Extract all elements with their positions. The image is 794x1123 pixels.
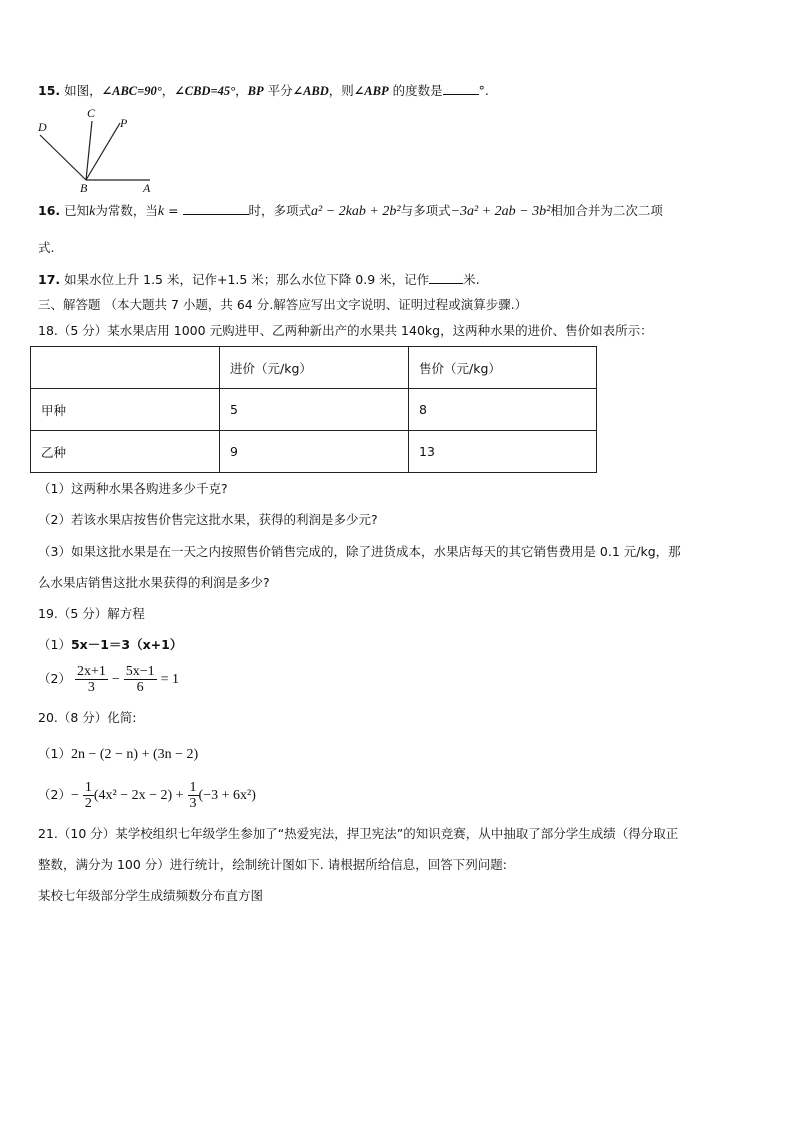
fraction-numerator: 2x+1 — [76, 664, 106, 679]
q15-angle-cbd: ∠CBD=45° — [174, 84, 236, 98]
table-row — [31, 389, 597, 431]
fraction-denominator: 3 — [87, 680, 95, 695]
q15-answer-blank[interactable] — [443, 82, 479, 95]
q19-sub2-label: （2） — [38, 671, 71, 686]
fraction — [83, 780, 94, 811]
q21-stem-line2: 整数，满分为 100 分）进行统计，绘制统计图如下. 请根据所给信息，回答下列问题: — [38, 857, 507, 872]
q20-sub2-label: （2） — [38, 787, 71, 802]
q20-sub1 — [38, 745, 198, 764]
q19-sub2 — [38, 662, 179, 697]
q21-stem-line1: 21.（10 分）某学校组织七年级学生参加了“热爱宪法，捍卫宪法”的知识竞赛，从中抽取了部分学生成绩（得分取正 — [38, 826, 679, 841]
q16-k2: k — [157, 204, 165, 219]
q18-price-table — [30, 346, 597, 473]
q19-sub1-equation: 5x－1＝3（x+1） — [70, 637, 183, 652]
table-header-cell: 进价（元/kg） — [220, 347, 409, 389]
q16-k1: k — [89, 204, 96, 219]
table-cell: 5 — [220, 389, 409, 431]
q15-angle-figure — [30, 103, 160, 193]
q18-sub3-line1: （3）如果这批水果是在一天之内按照售价销售完成的，除了进货成本，水果店每天的其它销售费用是 0.1 元/kg，那 — [38, 544, 681, 559]
table-cell: 乙种 — [31, 431, 220, 473]
q19-sub1-label: （1） — [38, 637, 71, 652]
q20-sub1-label: （1） — [38, 746, 71, 761]
fraction-denominator: 3 — [189, 796, 197, 811]
table-cell: 9 — [220, 431, 409, 473]
q18-sub3-line2: 么水果店销售这批水果获得的利润是多少? — [38, 575, 270, 590]
table-header-cell: 售价（元/kg） — [409, 347, 597, 389]
label-c: C — [87, 106, 96, 120]
minus-sign: − — [70, 788, 79, 803]
q15-angle-abp: ∠ABP — [353, 84, 389, 98]
q16-t1: 已知 — [64, 203, 90, 218]
q20-sub1-expression: 2n − (2 − n) + (3n − 2) — [70, 747, 199, 762]
q16-t4: 与多项式 — [400, 203, 451, 218]
label-b: B — [80, 181, 88, 193]
q16-line2: 式. — [38, 240, 55, 255]
fraction-denominator: 6 — [136, 680, 144, 695]
q15-sep3: ，则 — [328, 83, 354, 98]
q15-line — [38, 82, 489, 100]
q15-sep2: ， — [235, 83, 248, 98]
q17-text1: 如果水位上升 1.5 米，记作+1.5 米；那么水位下降 0.9 米，记作 — [64, 272, 430, 287]
q15-mid: 平分 — [267, 83, 293, 98]
fraction — [75, 664, 108, 695]
equation-rhs: = 1 — [160, 672, 180, 687]
q21-chart-caption: 某校七年级部分学生成绩频数分布直方图 — [38, 888, 264, 903]
label-p: P — [120, 116, 128, 130]
q15-post: 的度数是 — [392, 83, 443, 98]
q20-sub2-part2: (−3 + 6x²) — [198, 788, 256, 803]
q16-eq: = — [164, 203, 183, 218]
label-d: D — [38, 120, 47, 134]
q17-number: 17. — [38, 272, 61, 287]
q15-angle-abd: ∠ABD — [292, 84, 329, 98]
q18-sub2: （2）若该水果店按售价售完这批水果，获得的利润是多少元? — [38, 512, 378, 527]
q16-t2: 为常数，当 — [95, 203, 158, 218]
q16-t5: 相加合并为二次二项 — [550, 203, 663, 218]
q19-stem: 19.（5 分）解方程 — [38, 606, 145, 621]
table-cell: 8 — [409, 389, 597, 431]
table-row — [31, 431, 597, 473]
q20-sub2-part1: (4x² − 2x − 2) + — [93, 788, 184, 803]
table-cell: 甲种 — [31, 389, 220, 431]
fraction — [188, 780, 199, 811]
q17-line — [38, 271, 480, 289]
section-3-heading: 三、解答题 （本大题共 7 小题，共 64 分.解答应写出文字说明、证明过程或演算步骤.） — [38, 297, 528, 312]
q15-sep1: ， — [161, 83, 175, 98]
q15-pre: 如图， — [64, 83, 102, 98]
fraction-numerator: 1 — [84, 780, 92, 795]
fraction-denominator: 2 — [84, 796, 92, 811]
q20-stem: 20.（8 分）化简: — [38, 710, 137, 725]
minus-sign: − — [111, 672, 120, 687]
ray-bd — [40, 135, 86, 180]
table-cell: 13 — [409, 431, 597, 473]
q15-bp: BP — [247, 84, 264, 98]
table-header-row — [31, 347, 597, 389]
q15-angle-abc: ∠ABC=90° — [101, 84, 162, 98]
q17-text2: 米. — [463, 272, 480, 287]
q15-number: 15. — [38, 83, 61, 98]
q17-answer-blank[interactable] — [429, 271, 463, 284]
fraction-numerator: 5x−1 — [125, 664, 155, 679]
fraction-numerator: 1 — [189, 780, 197, 795]
q20-sub2 — [38, 778, 256, 813]
table-header-cell — [31, 347, 220, 389]
q15-end: °. — [478, 83, 489, 98]
q16-poly2: −3a² + 2ab − 3b² — [450, 204, 551, 219]
q16-answer-blank[interactable] — [183, 202, 249, 215]
q16-line — [38, 202, 663, 221]
label-a: A — [143, 181, 151, 193]
q16-poly1: a² − 2kab + 2b² — [311, 204, 401, 219]
fraction — [124, 664, 157, 695]
q18-stem: 18.（5 分）某水果店用 1000 元购进甲、乙两种新出产的水果共 140kg，这两种水果的进价、售价如表所示： — [38, 323, 653, 338]
q19-sub1 — [38, 636, 182, 654]
q16-t3: 时，多项式 — [248, 203, 312, 218]
q18-sub1: （1）这两种水果各购进多少千克? — [38, 481, 228, 496]
q16-number: 16. — [38, 203, 61, 218]
